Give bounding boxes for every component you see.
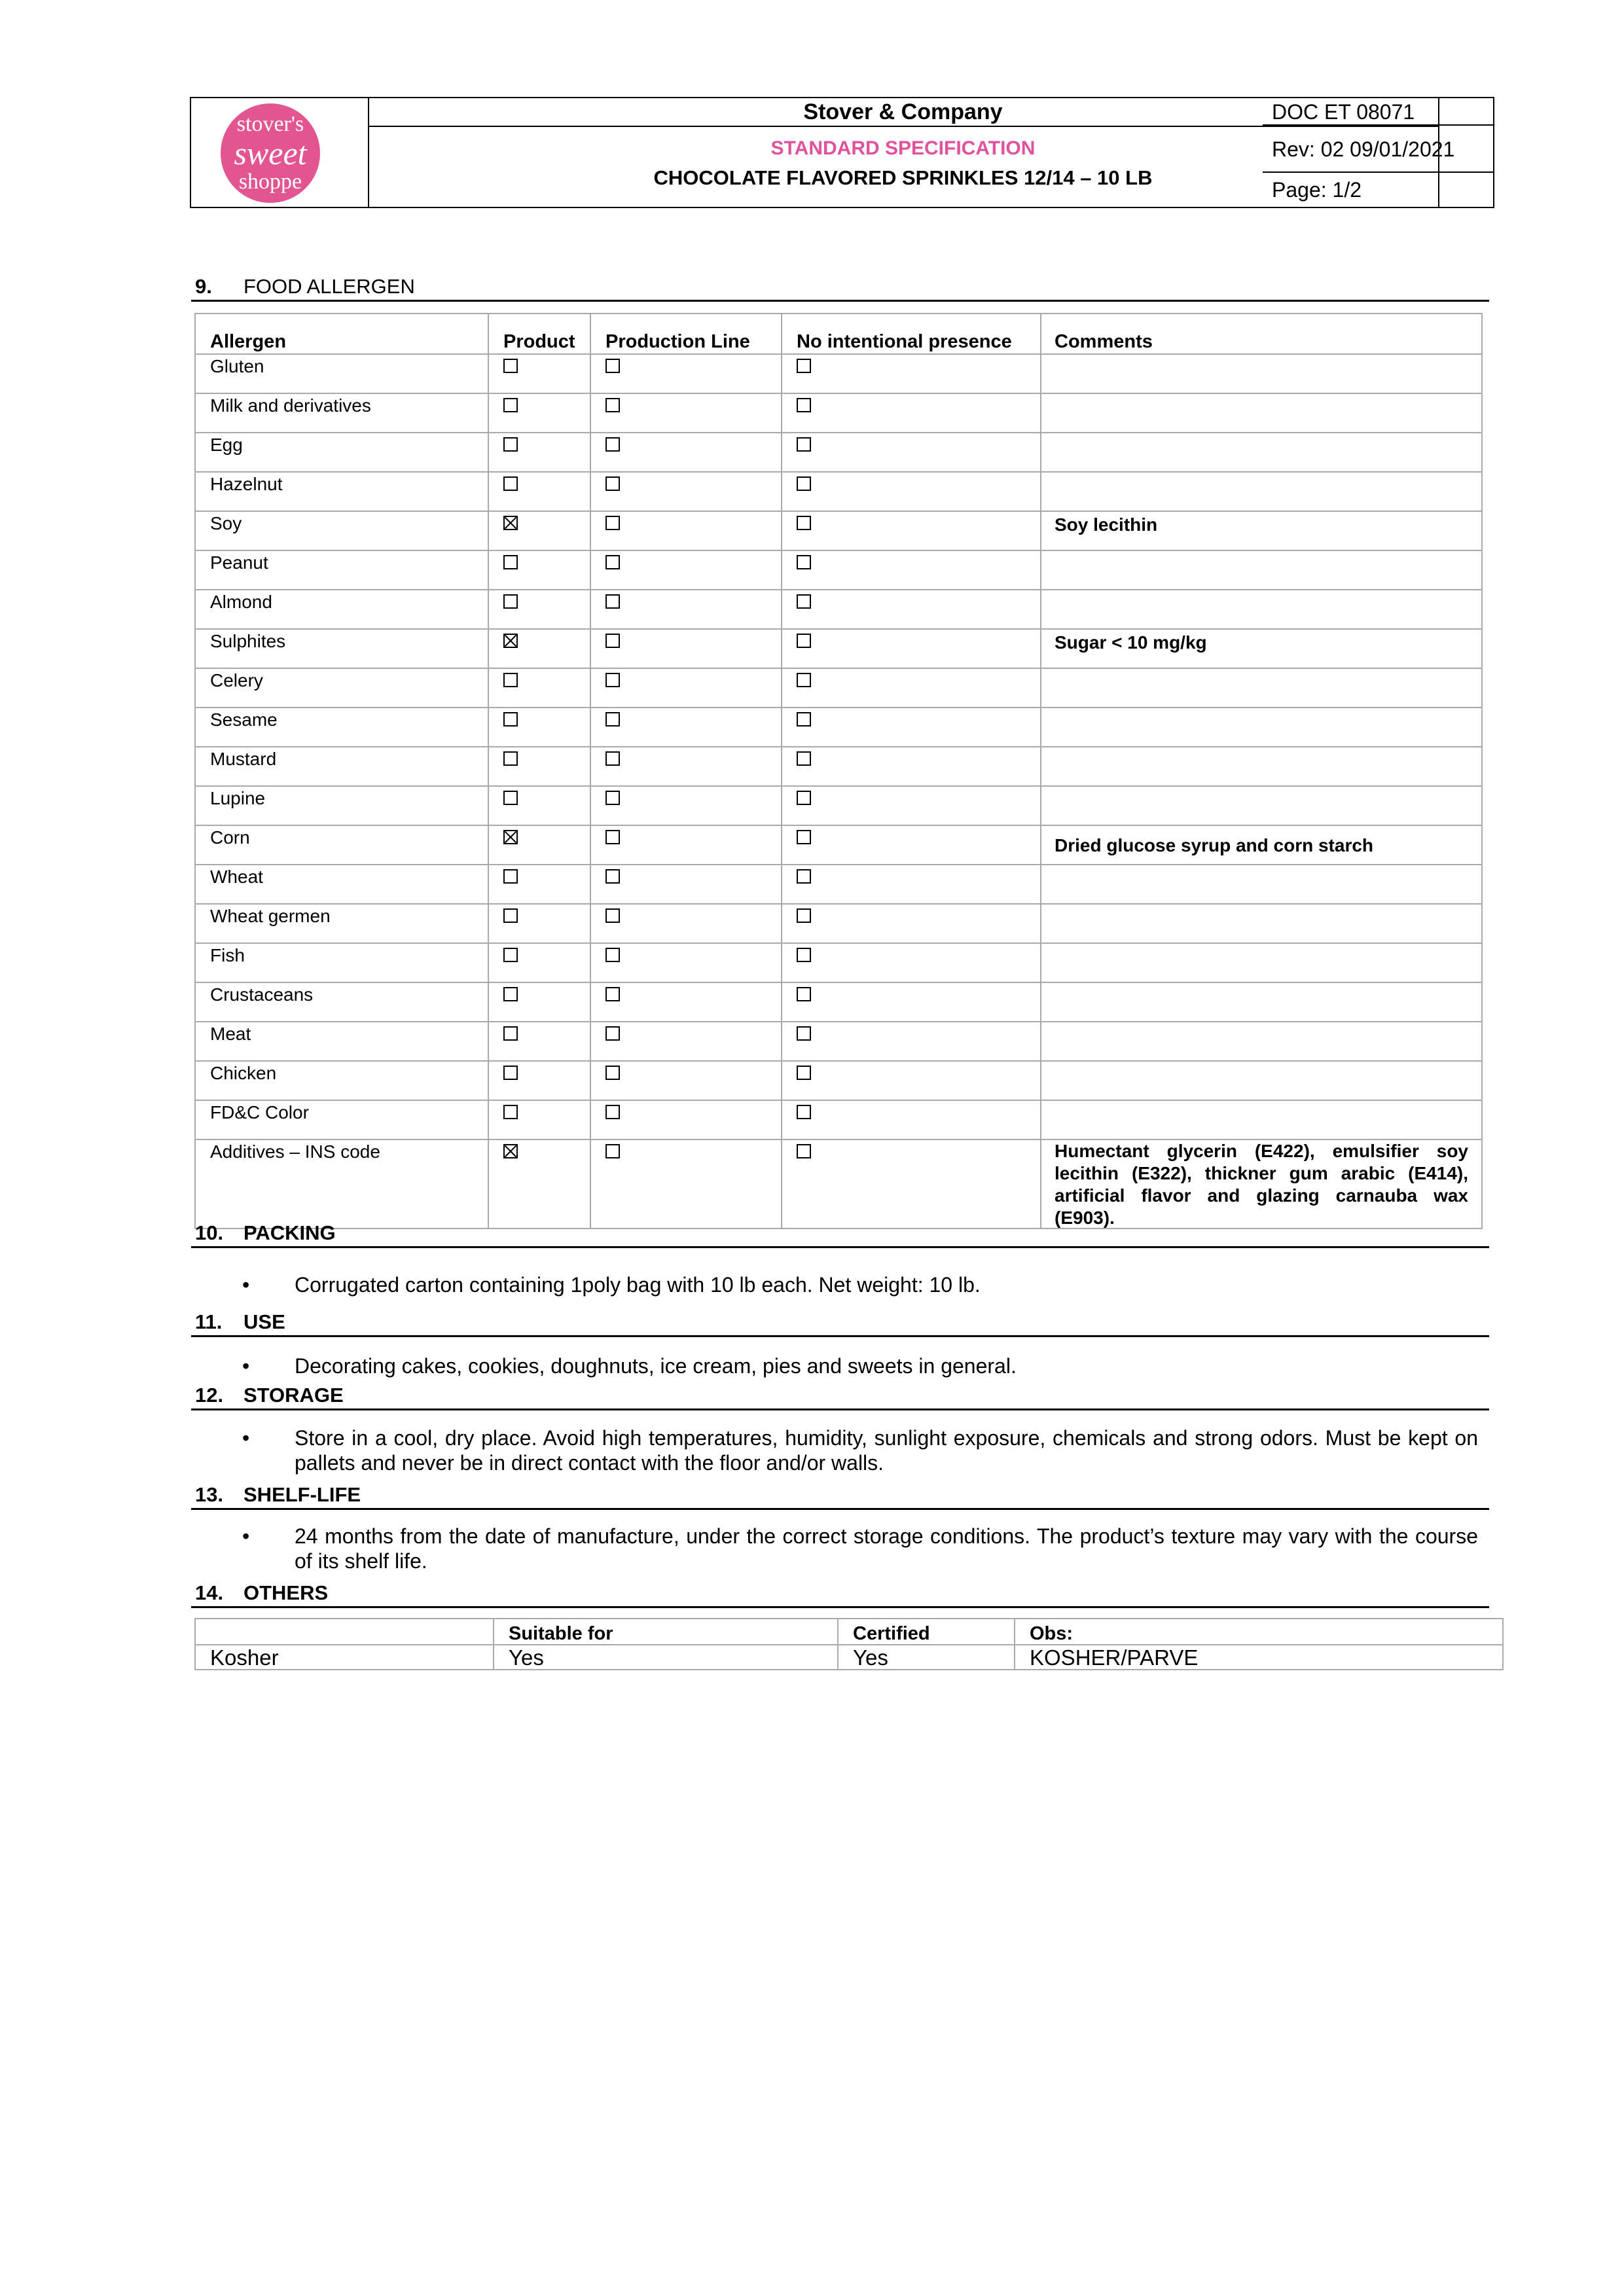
product-cell [489, 983, 591, 1021]
others-table [194, 1618, 1504, 1670]
no-intentional-presence-cell [782, 983, 1041, 1021]
production-line-checkbox[interactable] [605, 398, 620, 412]
no-intentional-presence-cell [782, 1101, 1041, 1139]
stovers-sweet-shoppe-logo [221, 103, 320, 203]
allergen-name: Wheat [196, 865, 489, 903]
comment-cell [1041, 865, 1481, 903]
product-cell [489, 473, 591, 511]
doc-info-cell [1263, 98, 1493, 207]
company-name: Stover & Company [368, 98, 1438, 127]
logo-cell [191, 98, 369, 207]
no-intentional-presence-checkbox[interactable] [797, 987, 811, 1001]
no-intentional-presence-checkbox[interactable] [797, 673, 811, 687]
allergen-row [196, 826, 1481, 865]
allergen-table [194, 313, 1483, 1229]
product-checkbox[interactable] [503, 398, 518, 412]
allergen-row [196, 630, 1481, 669]
no-intentional-presence-cell [782, 551, 1041, 589]
product-cell [489, 669, 591, 707]
section-title: USE [244, 1310, 285, 1333]
bullet-dot: • [242, 1273, 250, 1297]
allergen-name: Additives – INS code [196, 1140, 489, 1228]
no-intentional-presence-checkbox[interactable] [797, 516, 811, 530]
section-title: FOOD ALLERGEN [244, 275, 415, 298]
doc-number: DOC ET 08071 [1263, 98, 1493, 126]
production-line-cell [591, 355, 782, 393]
logo-line-2: sweet [234, 135, 307, 171]
production-line-checkbox[interactable] [605, 1105, 620, 1119]
allergen-row [196, 944, 1481, 983]
allergen-comment [1055, 865, 1468, 868]
revision: Rev: 02 09/01/2021 [1263, 126, 1493, 173]
header-obs: Obs: [1030, 1623, 1074, 1644]
no-intentional-presence-checkbox[interactable] [797, 359, 811, 373]
no-intentional-presence-checkbox[interactable] [797, 908, 811, 923]
product-checkbox[interactable] [503, 712, 518, 726]
production-line-cell [591, 630, 782, 668]
bullet-dot: • [242, 1524, 250, 1548]
bullet-dot: • [242, 1426, 250, 1450]
no-intentional-presence-cell [782, 669, 1041, 707]
product-checkbox[interactable] [503, 830, 518, 844]
others-table-header [196, 1619, 1502, 1645]
product-cell [489, 551, 591, 589]
comment-cell [1041, 708, 1481, 746]
no-intentional-presence-checkbox[interactable] [797, 1066, 811, 1080]
product-checkbox[interactable] [503, 1144, 518, 1158]
header-comments: Comments [1055, 331, 1153, 352]
section-title: PACKING [244, 1221, 336, 1244]
product-cell [489, 747, 591, 785]
no-intentional-presence-cell [782, 905, 1041, 942]
product-cell [489, 1022, 591, 1060]
production-line-checkbox[interactable] [605, 634, 620, 648]
production-line-cell [591, 433, 782, 471]
product-checkbox[interactable] [503, 476, 518, 491]
product-title: CHOCOLATE FLAVORED SPRINKLES 12/14 – 10 LB [653, 166, 1153, 189]
allergen-table-body [196, 355, 1481, 1228]
comment-cell [1041, 1140, 1481, 1228]
allergen-comment [1055, 355, 1468, 357]
no-intentional-presence-checkbox[interactable] [797, 751, 811, 766]
production-line-checkbox[interactable] [605, 555, 620, 569]
others-table-row [196, 1645, 1502, 1670]
allergen-name: Peanut [196, 551, 489, 589]
allergen-comment [1055, 433, 1468, 436]
allergen-name: Hazelnut [196, 473, 489, 511]
bullet-text: 24 months from the date of manufacture, under the correct storage conditions. The product’s texture may vary with the course of its shelf life. [295, 1524, 1478, 1573]
no-intentional-presence-checkbox[interactable] [797, 712, 811, 726]
no-intentional-presence-checkbox[interactable] [797, 869, 811, 884]
production-line-cell [591, 473, 782, 511]
cell-certified: Yes [839, 1645, 1015, 1670]
bullet-dot: • [242, 1354, 250, 1378]
allergen-row [196, 1101, 1481, 1140]
allergen-comment [1055, 1062, 1468, 1064]
no-intentional-presence-checkbox[interactable] [797, 634, 811, 648]
production-line-checkbox[interactable] [605, 987, 620, 1001]
section-food-allergen [191, 274, 1489, 302]
allergen-comment [1055, 983, 1468, 986]
production-line-checkbox[interactable] [605, 516, 620, 530]
allergen-comment: Humectant glycerin (E422), emulsifier soy lecithin (E322), thickner gum arabic (E414), artificial flavor and glazing carnauba wax (E903). [1055, 1141, 1468, 1228]
allergen-comment [1055, 708, 1468, 711]
allergen-comment: Soy lecithin [1055, 514, 1158, 535]
product-checkbox[interactable] [503, 987, 518, 1001]
product-checkbox[interactable] [503, 1066, 518, 1080]
allergen-row [196, 708, 1481, 747]
allergen-row [196, 747, 1481, 787]
comment-cell [1041, 1101, 1481, 1139]
allergen-comment [1055, 473, 1468, 475]
production-line-cell [591, 905, 782, 942]
section-title: STORAGE [244, 1384, 344, 1407]
production-line-checkbox[interactable] [605, 594, 620, 609]
allergen-name: Fish [196, 944, 489, 982]
allergen-name: Milk and derivatives [196, 394, 489, 432]
no-intentional-presence-checkbox[interactable] [797, 476, 811, 491]
production-line-checkbox[interactable] [605, 712, 620, 726]
header-production-line: Production Line [591, 314, 782, 353]
production-line-cell [591, 708, 782, 746]
allergen-name: Sesame [196, 708, 489, 746]
no-intentional-presence-cell [782, 787, 1041, 825]
cell-suitable: Yes [494, 1645, 839, 1670]
production-line-checkbox[interactable] [605, 948, 620, 962]
comment-cell [1041, 355, 1481, 393]
allergen-name: Sulphites [196, 630, 489, 668]
no-intentional-presence-cell [782, 630, 1041, 668]
allergen-row [196, 512, 1481, 551]
allergen-row [196, 551, 1481, 590]
allergen-comment [1055, 747, 1468, 750]
header-suitable-for: Suitable for [494, 1619, 839, 1644]
production-line-checkbox[interactable] [605, 830, 620, 844]
comment-cell [1041, 905, 1481, 942]
no-intentional-presence-cell [782, 1062, 1041, 1100]
comment-cell [1041, 1062, 1481, 1100]
product-cell [489, 905, 591, 942]
product-cell [489, 708, 591, 746]
allergen-row [196, 983, 1481, 1022]
production-line-cell [591, 394, 782, 432]
allergen-comment [1055, 1022, 1468, 1025]
section-number: 9. [195, 275, 212, 298]
section-number: 13. [195, 1483, 224, 1506]
no-intentional-presence-cell [782, 355, 1041, 393]
production-line-cell [591, 669, 782, 707]
allergen-comment [1055, 787, 1468, 789]
product-checkbox[interactable] [503, 791, 518, 805]
section-packing [191, 1220, 1489, 1248]
allergen-row [196, 865, 1481, 905]
production-line-checkbox[interactable] [605, 751, 620, 766]
allergen-comment [1055, 944, 1468, 946]
product-checkbox[interactable] [503, 948, 518, 962]
production-line-checkbox[interactable] [605, 1066, 620, 1080]
product-checkbox[interactable] [503, 751, 518, 766]
comment-cell [1041, 590, 1481, 628]
allergen-name: Crustaceans [196, 983, 489, 1021]
allergen-row [196, 905, 1481, 944]
product-checkbox[interactable] [503, 869, 518, 884]
no-intentional-presence-cell [782, 865, 1041, 903]
allergen-comment: Dried glucose syrup and corn starch [1055, 835, 1374, 855]
allergen-comment [1055, 590, 1468, 593]
allergen-row [196, 1140, 1481, 1228]
allergen-name: Corn [196, 826, 489, 864]
comment-cell [1041, 747, 1481, 785]
header-certified: Certified [839, 1619, 1015, 1644]
section-shelf-life [191, 1482, 1489, 1510]
no-intentional-presence-cell [782, 944, 1041, 982]
allergen-row [196, 433, 1481, 473]
allergen-row [196, 787, 1481, 826]
header-no-intentional-presence: No intentional presence [782, 314, 1041, 353]
section-title: SHELF-LIFE [244, 1483, 361, 1506]
allergen-name: Meat [196, 1022, 489, 1060]
production-line-checkbox[interactable] [605, 437, 620, 452]
product-checkbox[interactable] [503, 634, 518, 648]
allergen-name: Gluten [196, 355, 489, 393]
comment-cell [1041, 512, 1481, 550]
product-checkbox[interactable] [503, 1026, 518, 1041]
product-cell [489, 1101, 591, 1139]
no-intentional-presence-checkbox[interactable] [797, 594, 811, 609]
no-intentional-presence-cell [782, 512, 1041, 550]
product-cell [489, 787, 591, 825]
no-intentional-presence-checkbox[interactable] [797, 437, 811, 452]
product-cell [489, 630, 591, 668]
production-line-checkbox[interactable] [605, 791, 620, 805]
section-use [191, 1309, 1489, 1337]
cell-obs: KOSHER/PARVE [1030, 1645, 1199, 1670]
product-checkbox[interactable] [503, 359, 518, 373]
product-cell [489, 512, 591, 550]
comment-cell [1041, 944, 1481, 982]
section-number: 12. [195, 1384, 224, 1407]
allergen-comment [1055, 905, 1468, 907]
no-intentional-presence-checkbox[interactable] [797, 1144, 811, 1158]
allergen-name: Celery [196, 669, 489, 707]
product-cell [489, 590, 591, 628]
production-line-cell [591, 1022, 782, 1060]
product-cell [489, 944, 591, 982]
no-intentional-presence-checkbox[interactable] [797, 791, 811, 805]
production-line-cell [591, 512, 782, 550]
allergen-name: Lupine [196, 787, 489, 825]
comment-cell [1041, 669, 1481, 707]
production-line-cell [591, 1140, 782, 1228]
cell-kosher: Kosher [196, 1645, 494, 1670]
production-line-checkbox[interactable] [605, 476, 620, 491]
production-line-cell [591, 787, 782, 825]
comment-cell [1041, 473, 1481, 511]
comment-cell [1041, 630, 1481, 668]
product-checkbox[interactable] [503, 555, 518, 569]
header-product: Product [489, 314, 591, 353]
production-line-cell [591, 747, 782, 785]
comment-cell [1041, 787, 1481, 825]
allergen-name: Almond [196, 590, 489, 628]
no-intentional-presence-cell [782, 433, 1041, 471]
section-storage [191, 1382, 1489, 1410]
allergen-name: Wheat germen [196, 905, 489, 942]
no-intentional-presence-cell [782, 1140, 1041, 1228]
production-line-cell [591, 865, 782, 903]
production-line-cell [591, 1101, 782, 1139]
header-allergen: Allergen [196, 314, 489, 353]
product-cell [489, 826, 591, 864]
production-line-checkbox[interactable] [605, 1026, 620, 1041]
no-intentional-presence-cell [782, 826, 1041, 864]
allergen-name: Soy [196, 512, 489, 550]
section-number: 11. [195, 1310, 223, 1333]
product-checkbox[interactable] [503, 516, 518, 530]
production-line-cell [591, 826, 782, 864]
production-line-checkbox[interactable] [605, 908, 620, 923]
allergen-row [196, 1022, 1481, 1062]
no-intentional-presence-checkbox[interactable] [797, 1105, 811, 1119]
no-intentional-presence-cell [782, 590, 1041, 628]
allergen-comment: Sugar < 10 mg/kg [1055, 632, 1207, 653]
allergen-row [196, 590, 1481, 630]
allergen-table-header [196, 314, 1481, 355]
section-title: OTHERS [244, 1581, 329, 1604]
no-intentional-presence-cell [782, 473, 1041, 511]
allergen-comment [1055, 669, 1468, 672]
spec-label: STANDARD SPECIFICATION [770, 137, 1036, 159]
no-intentional-presence-checkbox[interactable] [797, 398, 811, 412]
logo-line-3: shoppe [238, 170, 302, 194]
no-intentional-presence-cell [782, 708, 1041, 746]
logo-line-1: stover's [236, 112, 304, 136]
product-checkbox[interactable] [503, 1105, 518, 1119]
product-cell [489, 1140, 591, 1228]
bullet-text: Store in a cool, dry place. Avoid high temperatures, humidity, sunlight exposure, chemicals and strong odors. Must be kept on pallets and never be in direct contact with the floor and/or walls. [295, 1426, 1478, 1475]
comment-cell [1041, 983, 1481, 1021]
comment-cell [1041, 826, 1481, 864]
production-line-checkbox[interactable] [605, 359, 620, 373]
comment-cell [1041, 551, 1481, 589]
product-cell [489, 1062, 591, 1100]
product-checkbox[interactable] [503, 908, 518, 923]
allergen-comment [1055, 551, 1468, 554]
allergen-row [196, 1062, 1481, 1101]
comment-cell [1041, 433, 1481, 471]
product-cell [489, 433, 591, 471]
allergen-row [196, 473, 1481, 512]
page-number: Page: 1/2 [1272, 178, 1362, 202]
comment-cell [1041, 1022, 1481, 1060]
section-number: 14. [195, 1581, 224, 1604]
allergen-comment [1055, 394, 1468, 397]
no-intentional-presence-checkbox[interactable] [797, 948, 811, 962]
allergen-name: Chicken [196, 1062, 489, 1100]
allergen-row [196, 669, 1481, 708]
no-intentional-presence-cell [782, 394, 1041, 432]
production-line-cell [591, 1062, 782, 1100]
allergen-row [196, 355, 1481, 394]
section-others [191, 1580, 1489, 1608]
product-cell [489, 394, 591, 432]
product-checkbox[interactable] [503, 437, 518, 452]
production-line-checkbox[interactable] [605, 869, 620, 884]
production-line-cell [591, 590, 782, 628]
product-cell [489, 865, 591, 903]
no-intentional-presence-checkbox[interactable] [797, 555, 811, 569]
production-line-cell [591, 944, 782, 982]
no-intentional-presence-checkbox[interactable] [797, 1026, 811, 1041]
section-number: 10. [195, 1221, 224, 1244]
production-line-checkbox[interactable] [605, 673, 620, 687]
allergen-row [196, 394, 1481, 433]
product-cell [489, 355, 591, 393]
allergen-name: FD&C Color [196, 1101, 489, 1139]
no-intentional-presence-cell [782, 1022, 1041, 1060]
product-checkbox[interactable] [503, 673, 518, 687]
header-blank [196, 1619, 494, 1644]
no-intentional-presence-checkbox[interactable] [797, 830, 811, 844]
allergen-name: Mustard [196, 747, 489, 785]
production-line-cell [591, 551, 782, 589]
bullet-text: Corrugated carton containing 1poly bag with 10 lb each. Net weight: 10 lb. [295, 1273, 981, 1297]
production-line-cell [591, 983, 782, 1021]
bullet-text: Decorating cakes, cookies, doughnuts, ice cream, pies and sweets in general. [295, 1354, 1017, 1378]
product-checkbox[interactable] [503, 594, 518, 609]
allergen-comment [1055, 1101, 1468, 1103]
no-intentional-presence-cell [782, 747, 1041, 785]
document-header [190, 97, 1494, 208]
production-line-checkbox[interactable] [605, 1144, 620, 1158]
comment-cell [1041, 394, 1481, 432]
allergen-name: Egg [196, 433, 489, 471]
